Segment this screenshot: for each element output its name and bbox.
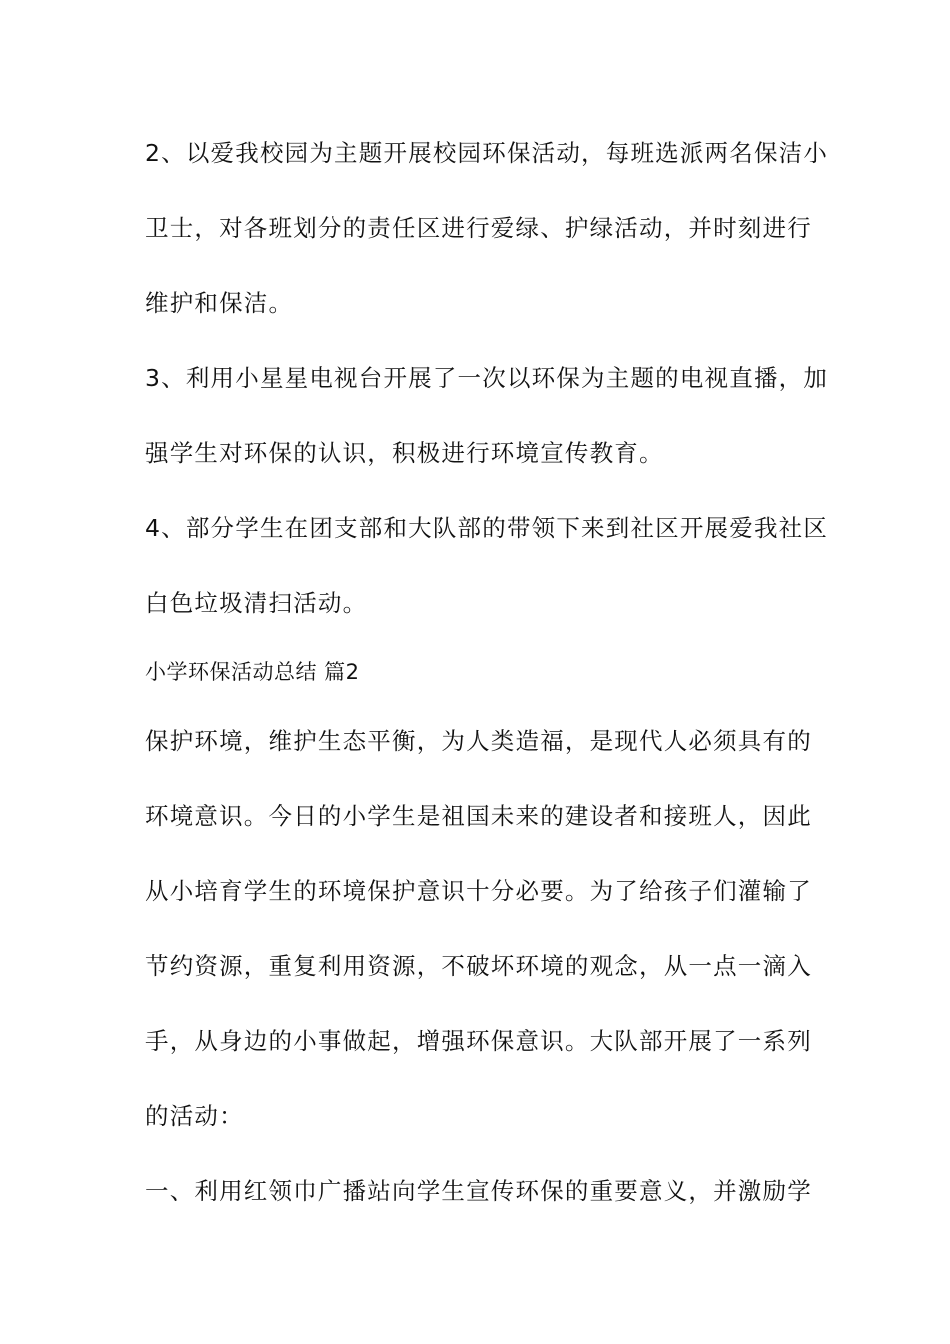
text-line: 白色垃圾清扫活动。 <box>145 589 368 617</box>
document-body <box>145 128 829 1217</box>
text-line: 2、以爱我校园为主题开展校园环保活动，每班选派两名保洁小 <box>145 139 829 167</box>
text-line: 环境意识。今日的小学生是祖国未来的建设者和接班人，因此 <box>145 802 812 830</box>
text-line: 4、部分学生在团支部和大队部的带领下来到社区开展爱我社区 <box>145 514 829 542</box>
text-line: 保护环境，维护生态平衡，为人类造福，是现代人必须具有的 <box>145 727 812 755</box>
text-line: 一、利用红领巾广播站向学生宣传环保的重要意义，并激励学 <box>145 1177 812 1205</box>
text-line: 的活动： <box>145 1102 244 1130</box>
text-line: 手，从身边的小事做起，增强环保意识。大队部开展了一系列 <box>145 1027 812 1055</box>
text-line: 维护和保洁。 <box>145 289 294 317</box>
text-line: 节约资源，重复利用资源，不破坏环境的观念，从一点一滴入 <box>145 952 812 980</box>
text-line: 从小培育学生的环境保护意识十分必要。为了给孩子们灌输了 <box>145 877 812 905</box>
section-heading: 小学环保活动总结 篇2 <box>145 660 360 684</box>
text-line: 3、利用小星星电视台开展了一次以环保为主题的电视直播，加 <box>145 364 829 392</box>
text-line: 强学生对环保的认识，积极进行环境宣传教育。 <box>145 439 664 467</box>
text-line: 卫士，对各班划分的责任区进行爱绿、护绿活动，并时刻进行 <box>145 214 812 242</box>
